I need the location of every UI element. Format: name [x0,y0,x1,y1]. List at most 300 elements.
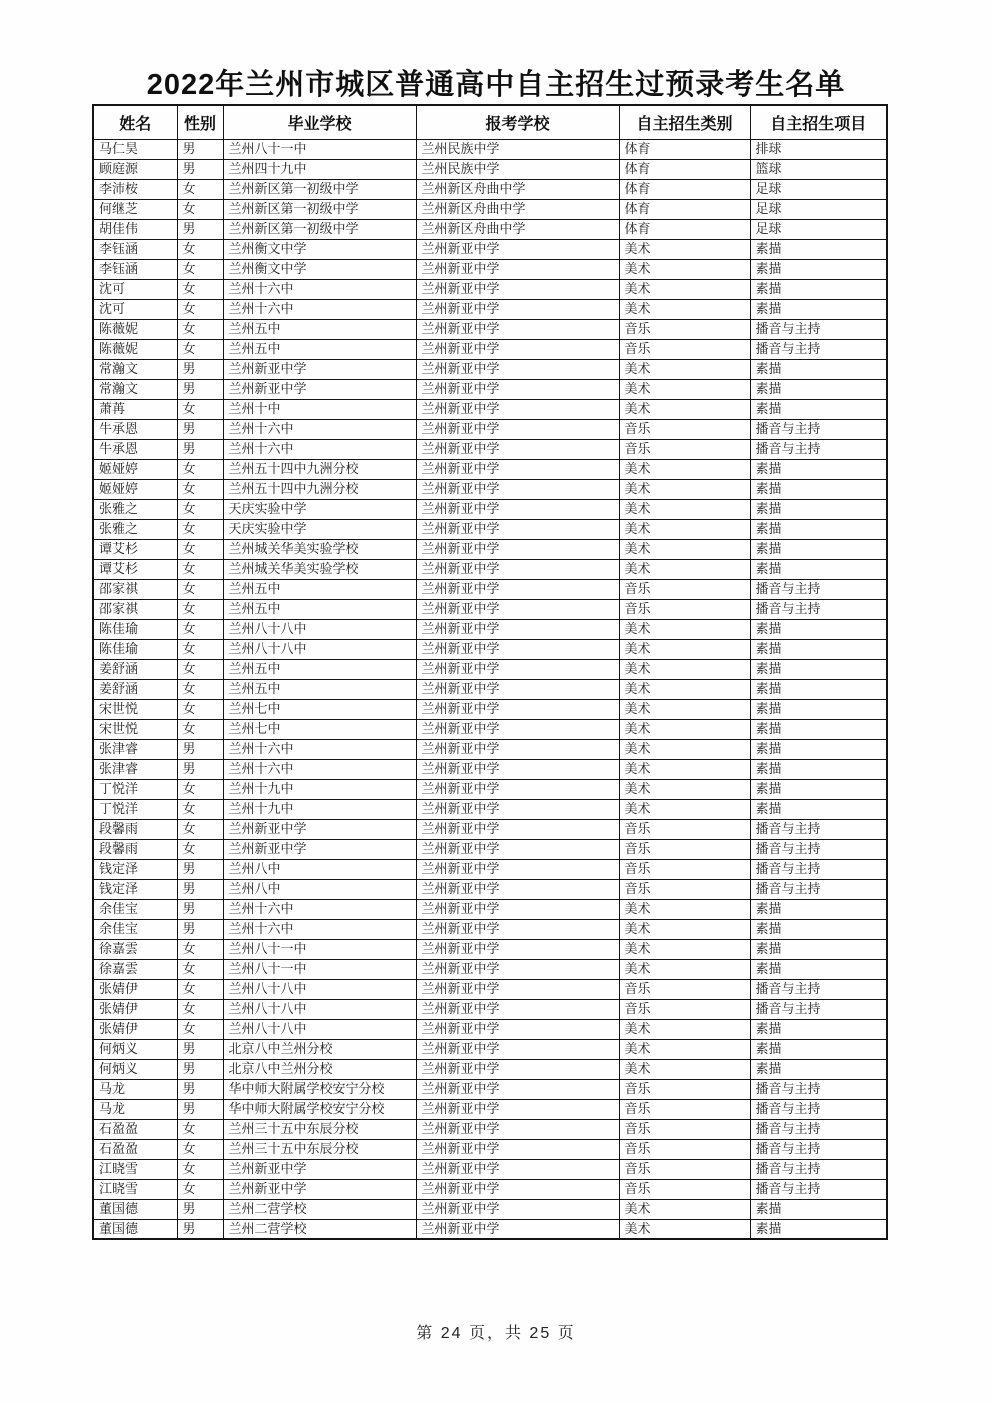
table-cell: 兰州新区舟曲中学 [416,219,619,239]
table-cell: 兰州新亚中学 [223,819,416,839]
table-cell: 美术 [619,299,750,319]
table-cell: 李钰涵 [93,259,177,279]
table-row [93,799,887,819]
table-cell: 女 [177,979,223,999]
table-cell: 女 [177,279,223,299]
table-cell: 男 [177,1219,223,1239]
table-row [93,299,887,319]
table-cell: 美术 [619,639,750,659]
table-cell: 美术 [619,479,750,499]
table-cell: 播音与主持 [750,439,887,459]
table-cell: 体育 [619,179,750,199]
table-cell: 女 [177,479,223,499]
table-row [93,659,887,679]
table-cell: 素描 [750,1039,887,1059]
table-cell: 女 [177,239,223,259]
table-cell: 兰州新亚中学 [416,739,619,759]
table-cell: 女 [177,999,223,1019]
table-cell: 女 [177,539,223,559]
table-cell: 兰州新亚中学 [416,499,619,519]
table-row [93,1019,887,1039]
table-cell: 素描 [750,959,887,979]
table-cell: 兰州三十五中东辰分校 [223,1139,416,1159]
table-cell: 素描 [750,739,887,759]
table-cell: 女 [177,779,223,799]
table-cell: 男 [177,759,223,779]
table-row [93,319,887,339]
table-cell: 兰州八十八中 [223,979,416,999]
table-cell: 兰州新亚中学 [416,799,619,819]
table-cell: 男 [177,899,223,919]
table-row [93,1099,887,1119]
table-cell: 音乐 [619,819,750,839]
table-cell: 兰州新亚中学 [416,719,619,739]
table-cell: 兰州十六中 [223,439,416,459]
table-cell: 石盈盈 [93,1119,177,1139]
table-cell: 兰州新亚中学 [416,1159,619,1179]
table-cell: 素描 [750,479,887,499]
table-cell: 美术 [619,699,750,719]
table-row [93,1139,887,1159]
table-row [93,999,887,1019]
table-cell: 何继芝 [93,199,177,219]
table-cell: 美术 [619,719,750,739]
table-cell: 兰州新亚中学 [416,619,619,639]
table-cell: 男 [177,1199,223,1219]
table-cell: 马龙 [93,1099,177,1119]
table-row [93,1059,887,1079]
table-cell: 素描 [750,559,887,579]
table-cell: 张雅之 [93,499,177,519]
table-cell: 素描 [750,459,887,479]
table-cell: 美术 [619,619,750,639]
table-cell: 兰州新区第一初级中学 [223,219,416,239]
roster-table [92,104,888,1240]
table-cell: 男 [177,879,223,899]
table-cell: 兰州新亚中学 [416,679,619,699]
table-cell: 兰州新亚中学 [416,1179,619,1199]
table-cell: 音乐 [619,839,750,859]
table-row [93,639,887,659]
table-cell: 音乐 [619,339,750,359]
table-cell: 马龙 [93,1079,177,1099]
table-cell: 体育 [619,139,750,159]
table-cell: 兰州新亚中学 [416,319,619,339]
table-cell: 美术 [619,739,750,759]
table-header-row [93,105,887,139]
table-cell: 董国德 [93,1219,177,1239]
table-cell: 谭艾杉 [93,539,177,559]
table-row [93,779,887,799]
table-cell: 女 [177,459,223,479]
table-cell: 女 [177,939,223,959]
table-cell: 姜舒涵 [93,659,177,679]
table-cell: 音乐 [619,319,750,339]
table-cell: 男 [177,359,223,379]
table-cell: 素描 [750,759,887,779]
table-cell: 兰州新亚中学 [416,419,619,439]
table-cell: 兰州八十八中 [223,619,416,639]
table-cell: 兰州七中 [223,699,416,719]
table-cell: 体育 [619,219,750,239]
column-header: 自主招生类别 [619,105,750,139]
table-cell: 兰州新亚中学 [416,879,619,899]
table-cell: 素描 [750,359,887,379]
table-cell: 兰州新亚中学 [223,1179,416,1199]
table-cell: 男 [177,219,223,239]
table-cell: 兰州新亚中学 [416,359,619,379]
table-cell: 播音与主持 [750,859,887,879]
column-header: 姓名 [93,105,177,139]
table-cell: 兰州新亚中学 [416,1099,619,1119]
table-cell: 素描 [750,399,887,419]
table-cell: 牛承恩 [93,439,177,459]
table-cell: 女 [177,299,223,319]
table-cell: 张雅之 [93,519,177,539]
table-row [93,619,887,639]
table-row [93,1219,887,1239]
table-cell: 何炳义 [93,1039,177,1059]
table-cell: 兰州新亚中学 [416,1199,619,1219]
table-cell: 播音与主持 [750,339,887,359]
table-row [93,459,887,479]
table-cell: 素描 [750,539,887,559]
table-row [93,739,887,759]
table-cell: 兰州新亚中学 [416,759,619,779]
table-row [93,1179,887,1199]
table-cell: 播音与主持 [750,1139,887,1159]
table-row [93,879,887,899]
table-cell: 音乐 [619,599,750,619]
table-row [93,1199,887,1219]
table-row [93,599,887,619]
table-cell: 谭艾杉 [93,559,177,579]
table-cell: 牛承恩 [93,419,177,439]
page-title: 2022年兰州市城区普通高中自主招生过预录考生名单 [146,69,846,101]
table-row [93,559,887,579]
table-cell: 北京八中兰州分校 [223,1059,416,1079]
table-cell: 美术 [619,1199,750,1219]
table-row [93,1159,887,1179]
table-cell: 兰州十六中 [223,739,416,759]
table-cell: 兰州五中 [223,659,416,679]
table-cell: 江晓雪 [93,1159,177,1179]
table-cell: 美术 [619,399,750,419]
table-cell: 美术 [619,539,750,559]
table-cell: 兰州新亚中学 [416,1219,619,1239]
table-cell: 石盈盈 [93,1139,177,1159]
table-cell: 段馨雨 [93,819,177,839]
table-cell: 兰州十九中 [223,779,416,799]
table-cell: 女 [177,559,223,579]
table-cell: 体育 [619,199,750,219]
table-cell: 素描 [750,379,887,399]
table-cell: 兰州新亚中学 [416,699,619,719]
table-cell: 常瀚文 [93,359,177,379]
table-cell: 美术 [619,459,750,479]
table-cell: 兰州新亚中学 [416,919,619,939]
page-number: 第 24 页，共 25 页 [416,1325,576,1342]
table-cell: 女 [177,1019,223,1039]
table-row [93,219,887,239]
table-cell: 兰州八十八中 [223,639,416,659]
table-cell: 美术 [619,499,750,519]
table-cell: 兰州新亚中学 [416,519,619,539]
table-row [93,759,887,779]
table-cell: 素描 [750,919,887,939]
table-cell: 钱定泽 [93,859,177,879]
table-cell: 兰州十九中 [223,799,416,819]
table-cell: 兰州新亚中学 [416,1039,619,1059]
table-cell: 播音与主持 [750,1099,887,1119]
table-cell: 素描 [750,619,887,639]
table-row [93,159,887,179]
table-row [93,1079,887,1099]
table-cell: 男 [177,1079,223,1099]
table-cell: 张婧伊 [93,1019,177,1039]
table-row [93,399,887,419]
table-row [93,339,887,359]
table-cell: 天庆实验中学 [223,519,416,539]
table-cell: 素描 [750,699,887,719]
table-row [93,819,887,839]
table-cell: 兰州十六中 [223,419,416,439]
table-cell: 女 [177,319,223,339]
table-cell: 兰州城关华美实验学校 [223,559,416,579]
table-cell: 体育 [619,159,750,179]
table-cell: 男 [177,139,223,159]
table-cell: 兰州五中 [223,599,416,619]
table-cell: 宋世悦 [93,719,177,739]
table-cell: 素描 [750,299,887,319]
table-cell: 兰州新亚中学 [416,1079,619,1099]
table-cell: 美术 [619,259,750,279]
table-cell: 女 [177,839,223,859]
table-cell: 兰州城关华美实验学校 [223,539,416,559]
table-cell: 女 [177,179,223,199]
table-row [93,439,887,459]
table-cell: 张婧伊 [93,979,177,999]
table-cell: 华中师大附属学校安宁分校 [223,1099,416,1119]
table-cell: 女 [177,1179,223,1199]
table-cell: 素描 [750,259,887,279]
table-cell: 素描 [750,499,887,519]
table-cell: 男 [177,1059,223,1079]
table-cell: 美术 [619,899,750,919]
table-cell: 兰州新亚中学 [416,959,619,979]
table-cell: 兰州新亚中学 [416,819,619,839]
table-cell: 兰州新亚中学 [416,1119,619,1139]
table-cell: 素描 [750,779,887,799]
table-cell: 兰州新亚中学 [416,239,619,259]
table-cell: 兰州新亚中学 [416,539,619,559]
table-cell: 丁悦洋 [93,779,177,799]
table-cell: 美术 [619,1019,750,1039]
table-cell: 姬娅婷 [93,459,177,479]
table-cell: 男 [177,739,223,759]
table-cell: 音乐 [619,579,750,599]
table-cell: 素描 [750,899,887,919]
table-cell: 兰州五中 [223,319,416,339]
table-cell: 素描 [750,1219,887,1239]
table-row [93,899,887,919]
table-cell: 余佳宝 [93,919,177,939]
table-cell: 女 [177,599,223,619]
table-cell: 陈佳瑜 [93,639,177,659]
table-cell: 音乐 [619,419,750,439]
table-cell: 陈佳瑜 [93,619,177,639]
table-cell: 女 [177,259,223,279]
table-row [93,199,887,219]
table-cell: 男 [177,1039,223,1059]
table-cell: 兰州新亚中学 [223,839,416,859]
table-row [93,939,887,959]
table-cell: 兰州八中 [223,859,416,879]
table-row [93,279,887,299]
table-cell: 女 [177,679,223,699]
table-cell: 素描 [750,519,887,539]
table-cell: 兰州新亚中学 [416,1059,619,1079]
table-cell: 美术 [619,779,750,799]
table-cell: 沈可 [93,279,177,299]
table-cell: 张津睿 [93,759,177,779]
table-cell: 兰州新亚中学 [416,559,619,579]
table-cell: 素描 [750,659,887,679]
table-cell: 兰州五十四中九洲分校 [223,459,416,479]
table-cell: 美术 [619,939,750,959]
table-row [93,579,887,599]
table-cell: 音乐 [619,999,750,1019]
table-cell: 美术 [619,279,750,299]
table-cell: 兰州十六中 [223,899,416,919]
table-cell: 女 [177,199,223,219]
table-cell: 段馨雨 [93,839,177,859]
table-row [93,419,887,439]
table-cell: 女 [177,799,223,819]
table-cell: 邵家祺 [93,579,177,599]
table-cell: 男 [177,159,223,179]
table-cell: 兰州新亚中学 [416,979,619,999]
table-cell: 天庆实验中学 [223,499,416,519]
table-cell: 兰州新亚中学 [416,339,619,359]
table-cell: 陈薇妮 [93,339,177,359]
table-cell: 兰州新亚中学 [416,379,619,399]
column-header: 毕业学校 [223,105,416,139]
table-cell: 美术 [619,1059,750,1079]
table-cell: 男 [177,1099,223,1119]
table-cell: 兰州三十五中东辰分校 [223,1119,416,1139]
table-cell: 兰州新亚中学 [416,899,619,919]
table-cell: 音乐 [619,859,750,879]
table-cell: 兰州八十一中 [223,939,416,959]
table-cell: 兰州十中 [223,399,416,419]
table-cell: 素描 [750,239,887,259]
table-cell: 余佳宝 [93,899,177,919]
table-cell: 女 [177,1139,223,1159]
table-cell: 音乐 [619,1159,750,1179]
table-cell: 徐嘉雲 [93,959,177,979]
table-cell: 兰州新亚中学 [416,439,619,459]
table-cell: 何炳义 [93,1059,177,1079]
table-row [93,1119,887,1139]
table-cell: 兰州新亚中学 [416,659,619,679]
table-cell: 兰州五中 [223,579,416,599]
table-cell: 陈薇妮 [93,319,177,339]
table-cell: 女 [177,699,223,719]
table-row [93,499,887,519]
table-cell: 男 [177,439,223,459]
table-cell: 兰州五十四中九洲分校 [223,479,416,499]
column-header: 性别 [177,105,223,139]
table-cell: 素描 [750,639,887,659]
table-cell: 美术 [619,759,750,779]
table-row [93,719,887,739]
table-cell: 兰州民族中学 [416,159,619,179]
table-cell: 姬娅婷 [93,479,177,499]
table-cell: 兰州十六中 [223,299,416,319]
table-row [93,239,887,259]
table-cell: 沈可 [93,299,177,319]
table-cell: 兰州新亚中学 [223,1159,416,1179]
table-cell: 兰州新亚中学 [223,379,416,399]
table-cell: 女 [177,659,223,679]
table-cell: 音乐 [619,1139,750,1159]
table-cell: 兰州新亚中学 [416,459,619,479]
table-cell: 马仁昊 [93,139,177,159]
table-row [93,179,887,199]
table-cell: 兰州新亚中学 [416,939,619,959]
table-cell: 播音与主持 [750,419,887,439]
table-cell: 兰州新亚中学 [416,1139,619,1159]
table-cell: 兰州二营学校 [223,1219,416,1239]
table-cell: 萧苒 [93,399,177,419]
table-cell: 女 [177,959,223,979]
table-row [93,139,887,159]
table-cell: 兰州二营学校 [223,1199,416,1219]
table-cell: 兰州新亚中学 [416,299,619,319]
table-cell: 李沛桉 [93,179,177,199]
table-cell: 美术 [619,659,750,679]
table-cell: 篮球 [750,159,887,179]
table-cell: 兰州新区舟曲中学 [416,199,619,219]
table-cell: 邵家祺 [93,599,177,619]
table-cell: 兰州新亚中学 [416,839,619,859]
table-cell: 素描 [750,719,887,739]
table-cell: 兰州新亚中学 [416,479,619,499]
table-cell: 播音与主持 [750,1179,887,1199]
table-cell: 兰州新亚中学 [416,999,619,1019]
table-cell: 播音与主持 [750,1159,887,1179]
table-cell: 音乐 [619,879,750,899]
table-cell: 足球 [750,199,887,219]
table-cell: 兰州衡文中学 [223,239,416,259]
table-cell: 兰州民族中学 [416,139,619,159]
table-cell: 兰州八十一中 [223,959,416,979]
table-cell: 张津睿 [93,739,177,759]
table-cell: 姜舒涵 [93,679,177,699]
table-cell: 兰州新亚中学 [223,359,416,379]
table-cell: 兰州新亚中学 [416,779,619,799]
table-cell: 素描 [750,1199,887,1219]
table-cell: 美术 [619,679,750,699]
table-cell: 女 [177,819,223,839]
table-cell: 美术 [619,1219,750,1239]
table-cell: 女 [177,619,223,639]
table-cell: 兰州八中 [223,879,416,899]
table-cell: 素描 [750,279,887,299]
table-cell: 女 [177,579,223,599]
table-cell: 兰州八十一中 [223,139,416,159]
